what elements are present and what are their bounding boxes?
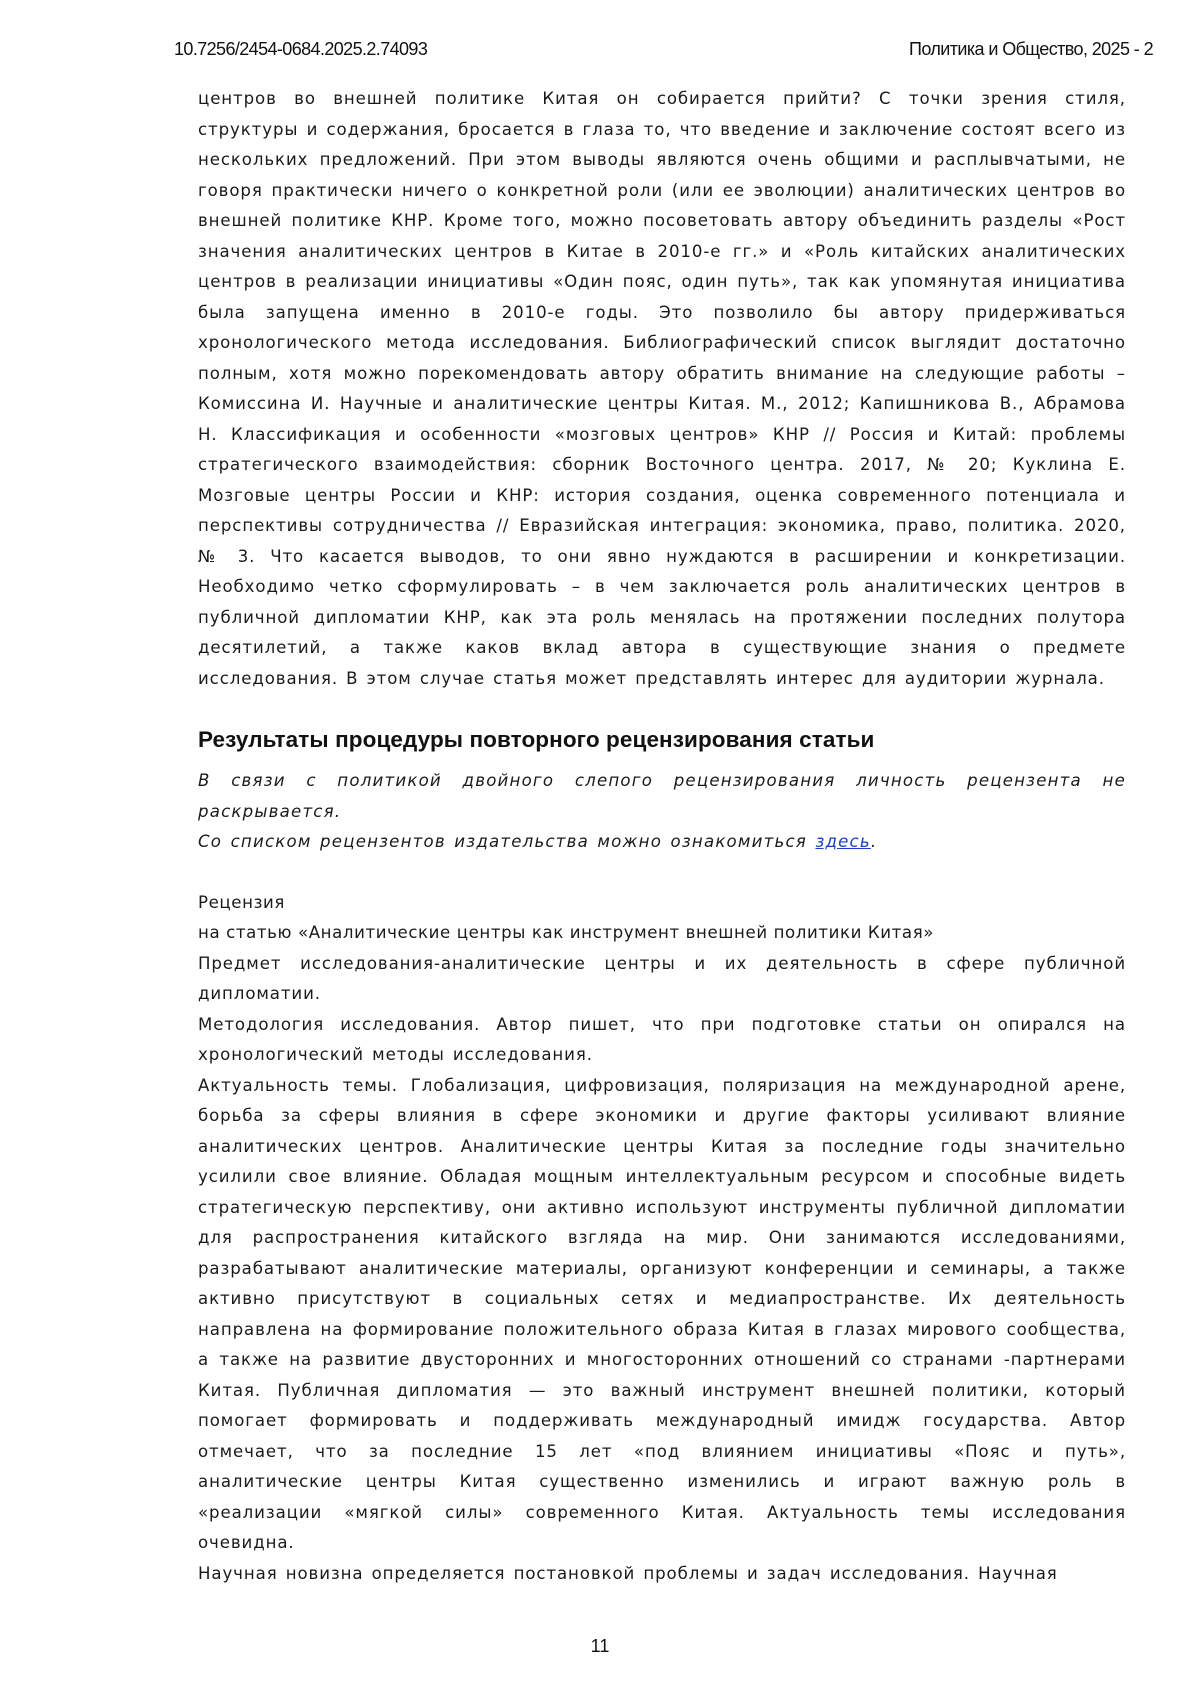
reviewers-link[interactable]: здесь [815, 832, 870, 851]
reviewers-note [198, 827, 1126, 858]
journal-label: Политика и Общество, 2025 - 2 [909, 39, 1153, 60]
reviewers-note-end: . [871, 832, 877, 851]
review-relevance-paragraph: Актуальность темы. Глобализация, цифровизация, поляризация на международной арене, борьба за сферы влияния в сфере экономики и другие факторы усиливают влияние аналитических центров. Аналитические центры Китая за последние годы значительно усилили свое влияние. Обладая мощным интеллектуальным ресурсом и способные видеть стратегическую перспективу, они активно используют инструменты публичной дипломатии для распространения китайского взгляда на мир. Они занимаются исследованиями, разрабатывают аналитические материалы, организуют конференции и семинары, а также активно присутствуют в социальных сетях и медиапространстве. Их деятельность направлена на формирование положительного образа Китая в глазах мирового сообщества, а также на развитие двусторонних и многосторонних отношений со странами -партнерами Китая. Публичная дипломатия — это важный инструмент внешней политики, который помогает формировать и поддерживать международный имидж государства. Автор отмечает, что за последние 15 лет «под влиянием инициативы «Пояс и путь», аналитические центры Китая существенно изменились и играют важную роль в «реализации «мягкой силы» современного Китая. Актуальность темы исследования очевидна. [198, 1071, 1126, 1559]
doi-label: 10.7256/2454-0684.2025.2.74093 [174, 39, 427, 60]
reviewers-note-text: Со списком рецензентов издательства можно ознакомиться [198, 832, 815, 851]
section-title: Результаты процедуры повторного рецензирования статьи [198, 724, 1126, 756]
spacer [198, 858, 1126, 888]
review-novelty-paragraph: Научная новизна определяется постановкой проблемы и задач исследования. Научная [198, 1559, 1126, 1590]
article-body [198, 84, 1126, 1589]
review-subject-paragraph: Предмет исследования-аналитические центры и их деятельность в сфере публичной дипломатии. [198, 949, 1126, 1010]
review-article-line: на статью «Аналитические центры как инструмент внешней политики Китая» [198, 918, 1126, 949]
review-continuation-paragraph: центров во внешней политике Китая он собирается прийти? С точки зрения стиля, структуры и содержания, бросается в глаза то, что введение и заключение состоят всего из нескольких предложений. При этом выводы являются очень общими и расплывчатыми, не говоря практически ничего о конкретной роли (или ее эволюции) аналитических центров во внешней политике КНР. Кроме того, можно посоветовать автору объединить разделы «Рост значения аналитических центров в Китае в 2010-е гг.» и «Роль китайских аналитических центров в реализации инициативы «Один пояс, один путь», так как упомянутая инициатива была запущена именно в 2010-е годы. Это позволило бы автору придерживаться хронологического метода исследования. Библиографический список выглядит достаточно полным, хотя можно порекомендовать автору обратить внимание на следующие работы – Комиссина И. Научные и аналитические центры Китая. М., 2012; Капишникова В., Абрамова Н. Классификация и особенности «мозговых центров» КНР // Россия и Китай: проблемы стратегического взаимодействия: сборник Восточного центра. 2017, № 20; Куклина Е. Мозговые центры России и КНР: история создания, оценка современного потенциала и перспективы сотрудничества // Евразийская интеграция: экономика, право, политика. 2020, № 3. Что касается выводов, то они явно нуждаются в расширении и конкретизации. Необходимо четко сформулировать – в чем заключается роль аналитических центров в публичной дипломатии КНР, как эта роль менялась на протяжении последних полутора десятилетий, а также каков вклад автора в существующие знания о предмете исследования. В этом случае статья может представлять интерес для аудитории журнала. [198, 84, 1126, 694]
blind-review-note: В связи с политикой двойного слепого рецензирования личность рецензента не раскрывается. [198, 766, 1126, 827]
page-number: 11 [0, 1636, 1200, 1657]
review-heading: Рецензия [198, 888, 1126, 919]
page-header [174, 36, 1153, 62]
review-methodology-paragraph: Методология исследования. Автор пишет, что при подготовке статьи он опирался на хронологический методы исследования. [198, 1010, 1126, 1071]
